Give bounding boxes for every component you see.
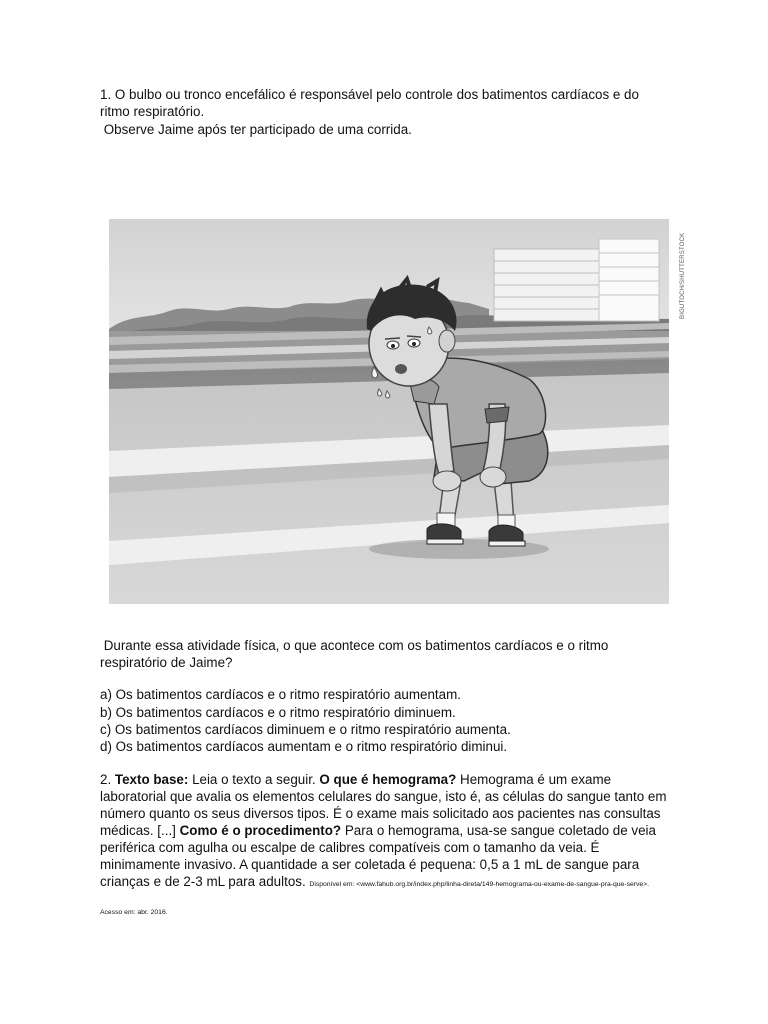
option-c: c) Os batimentos cardíacos diminuem e o ritmo respiratório aumenta. <box>100 722 511 737</box>
q1-text-line2: ritmo respiratório. <box>100 104 205 119</box>
q2-paragraph2: Para o hemograma, usa-se sangue coletado de veia periférica com agulha ou escalpe de calibres compatíveis com o tamanho da veia. É minimamente invasivo. A quantidade a ser coletada é pequena: 0,5 a 1 mL de sangue para crianças e de 2-3 mL para adultos. <box>100 823 656 889</box>
q2-label-text-base: Texto base: <box>114 772 189 787</box>
option-d: d) Os batimentos cardíacos aumentam e o ritmo respiratório diminui. <box>100 739 508 754</box>
q1-text-line1: 1. O bulbo ou tronco encefálico é responsável pelo controle dos batimentos cardíacos e do <box>100 87 639 102</box>
option-a: a) Os batimentos cardíacos e o ritmo respiratório aumentam. <box>100 687 461 702</box>
q1-question-line2: respiratório de Jaime? <box>100 655 233 670</box>
q2-source: Disponível em: <www.fahub.org.br/index.php/linha-direta/149-hemograma-ou-exame-de-sangue-pra-que-serve>. <box>309 881 650 888</box>
q2-text-block <box>100 771 680 890</box>
q1-observe-line: Observe Jaime após ter participado de uma corrida. <box>100 122 412 137</box>
q2-intro: Leia o texto a seguir. <box>192 772 316 787</box>
option-b: b) Os batimentos cardíacos e o ritmo respiratório diminuem. <box>100 705 456 720</box>
q2-heading-what-is: O que é hemograma? <box>319 772 457 787</box>
q1-question-line1: Durante essa atividade física, o que acontece com os batimentos cardíacos e o ritmo <box>100 638 609 653</box>
image-credit: BIGUTOCH/SHUTTERSTOCK <box>680 232 686 319</box>
q2-access-date: Acesso em: abr. 2016. <box>100 909 168 916</box>
q2-number: 2. <box>100 772 112 787</box>
q2-heading-procedure: Como é o procedimento? <box>179 823 342 838</box>
illustration-boy-after-race <box>109 219 669 604</box>
q2-paragraph1: Hemograma é um exame laboratorial que avalia os elementos celulares do sangue, isto é, as células do sangue tanto em número quanto os seus diversos tipos. É o exame mais solicitado aos pacientes nas consultas médicas. [...] <box>100 772 667 838</box>
